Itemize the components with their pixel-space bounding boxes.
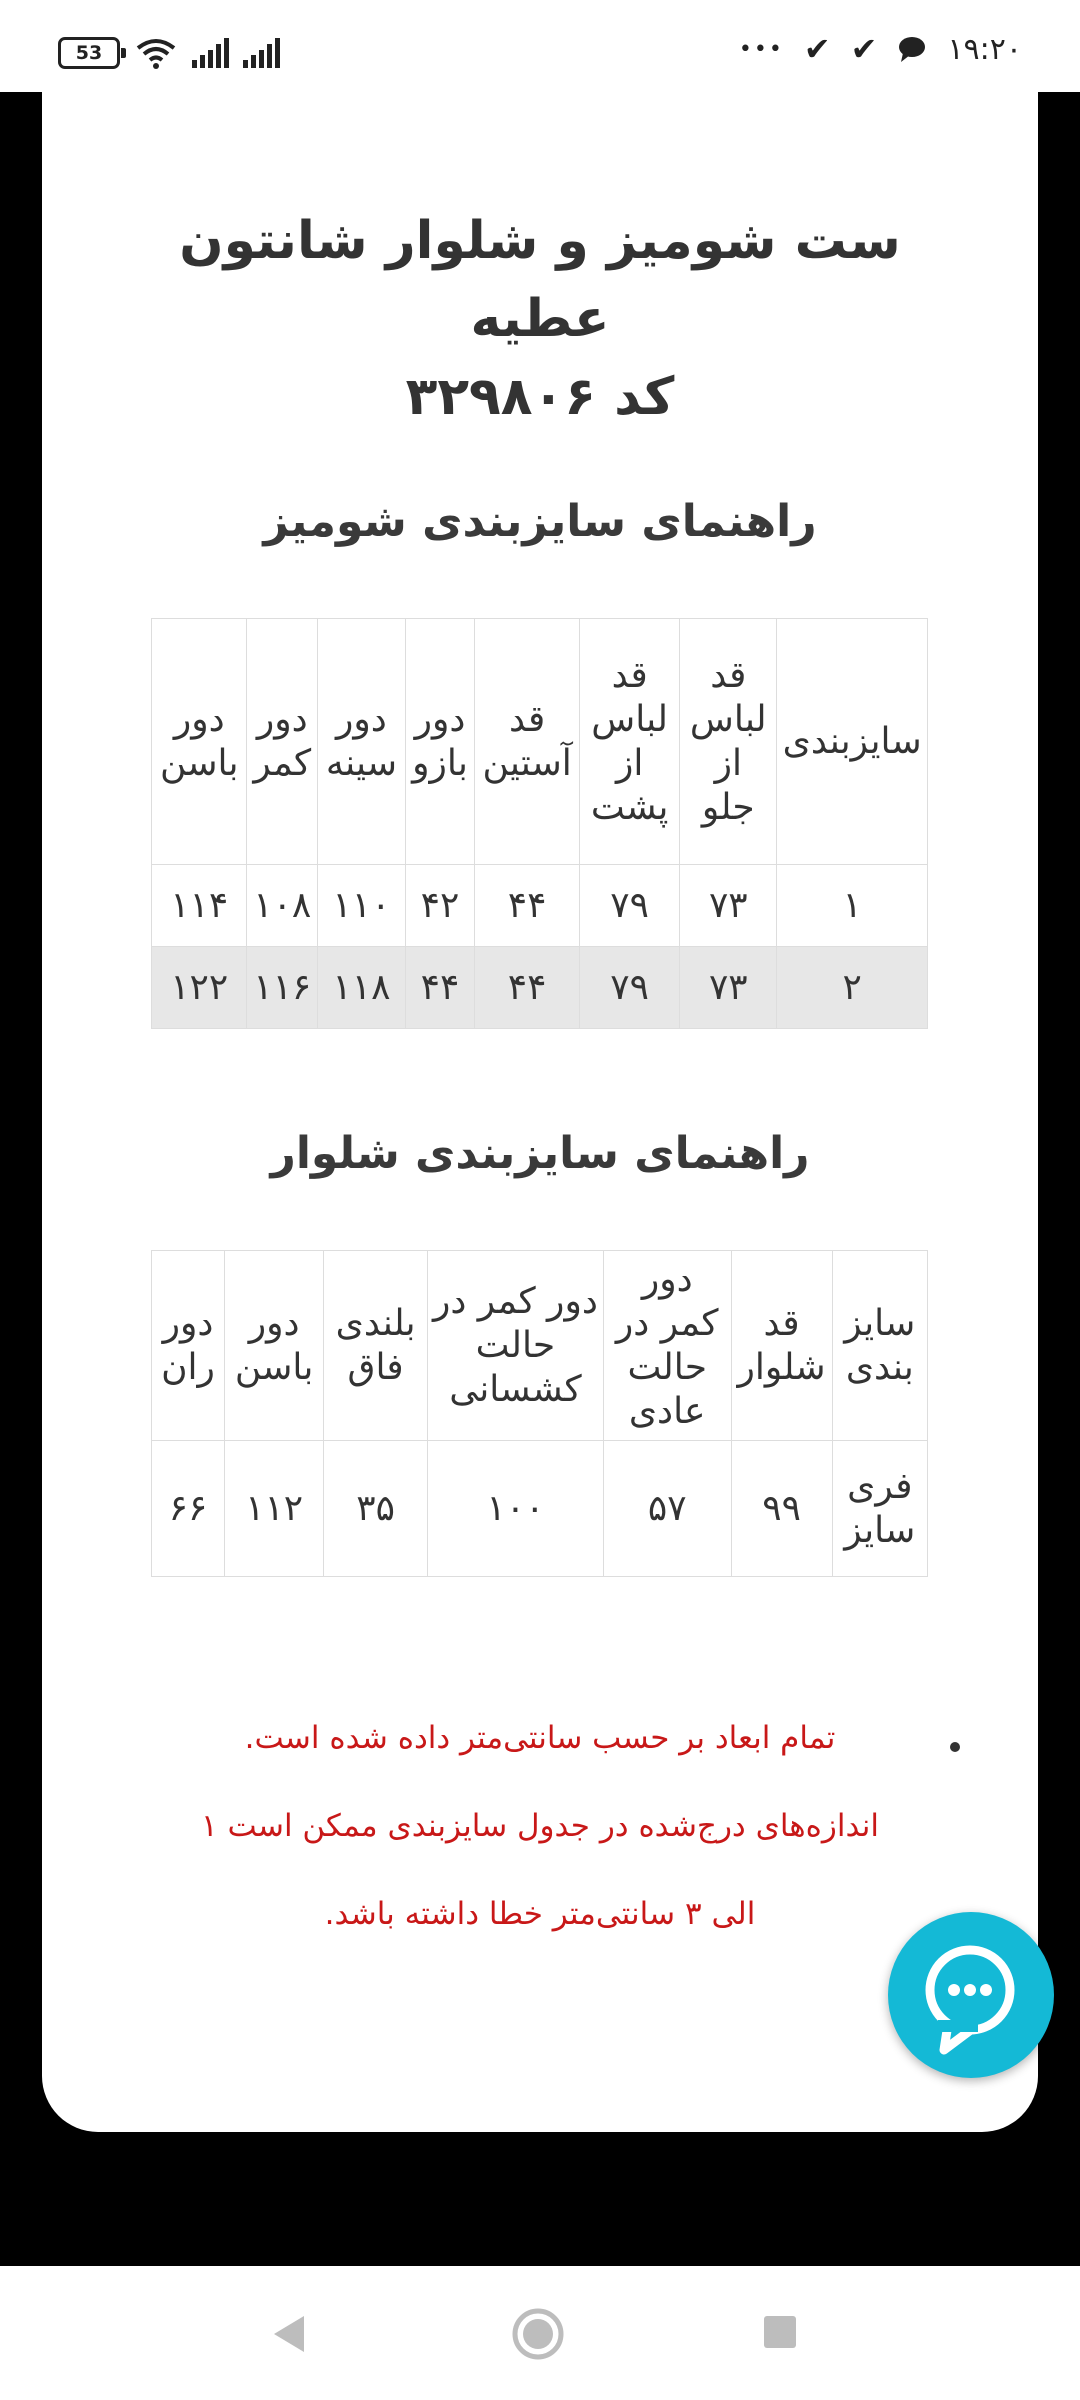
table-header: دور ران [152, 1251, 225, 1441]
table-header: دور کمر در حالت کشسانی [427, 1251, 603, 1441]
table-header: بلندی فاق [324, 1251, 428, 1441]
table-cell: ۱ [777, 865, 928, 947]
table-header: دور باسن [225, 1251, 324, 1441]
table-row [152, 1441, 928, 1577]
size-notes [142, 1720, 938, 2020]
bullet-icon [950, 1742, 960, 1752]
table-cell: ۴۴ [475, 947, 580, 1029]
status-right [739, 30, 1022, 68]
table-cell: ۱۰۰ [427, 1441, 603, 1577]
navigation-bar [0, 2266, 1080, 2400]
table-header: دور باسن [152, 619, 247, 865]
table-cell: ۶۶ [152, 1441, 225, 1577]
status-left [58, 36, 280, 70]
table-header: دور بازو [405, 619, 474, 865]
table-header: سایز بندی [832, 1251, 927, 1441]
clock: ۱۹:۲۰ [947, 31, 1022, 67]
table-cell: ۱۱۴ [152, 865, 247, 947]
table-cell: فری سایز [832, 1441, 927, 1577]
note-line: الی ۳ سانتی‌متر خطا داشته باشد. [324, 1896, 756, 1932]
home-icon[interactable] [510, 2306, 566, 2362]
shirt-guide-heading: راهنمای سایزبندی شومیز [263, 496, 817, 547]
note-line: اندازه‌های درج‌شده در جدول سایزبندی ممکن است ۱ [201, 1808, 879, 1844]
table-cell: ۳۵ [324, 1441, 428, 1577]
table-cell: ۱۰۸ [247, 865, 318, 947]
table-cell: ۱۱۶ [247, 947, 318, 1029]
table-cell: ۴۲ [405, 865, 474, 947]
table-header: دور کمر در حالت عادی [603, 1251, 731, 1441]
check-icon: ✔ [850, 30, 878, 68]
table-cell: ۱۱۲ [225, 1441, 324, 1577]
more-dots: ••• [738, 36, 784, 62]
pants-size-table [151, 1250, 928, 1577]
wifi-icon [134, 36, 178, 70]
back-icon[interactable] [268, 2312, 308, 2356]
content-card [42, 92, 1038, 2132]
table-cell: ۵۷ [603, 1441, 731, 1577]
recents-icon[interactable] [762, 2314, 798, 2350]
table-row [152, 947, 928, 1029]
status-bar [0, 0, 1080, 92]
table-header: قد آستین [475, 619, 580, 865]
table-cell: ۴۴ [405, 947, 474, 1029]
title-line-2: کد ۳۲۹۸۰۶ [405, 367, 675, 427]
pants-guide-heading: راهنمای سایزبندی شلوار [270, 1128, 810, 1179]
chat-icon [888, 1912, 1054, 2078]
shirt-size-table [151, 618, 928, 1029]
note-line: تمام ابعاد بر حسب سانتی‌متر داده شده است. [244, 1720, 836, 1756]
table-cell: ۱۱۰ [318, 865, 406, 947]
battery-icon: 53 [58, 37, 120, 69]
table-cell: ۷۹ [580, 947, 680, 1029]
table-header: دور سینه [318, 619, 406, 865]
table-cell: ۹۹ [731, 1441, 832, 1577]
table-header: قد لباس از جلو [680, 619, 777, 865]
chat-bubble-icon [897, 35, 927, 63]
table-cell: ۷۳ [680, 947, 777, 1029]
table-header: دور کمر [247, 619, 318, 865]
table-cell: ۱۲۲ [152, 947, 247, 1029]
check-icon: ✔ [803, 30, 831, 68]
table-cell: ۷۹ [580, 865, 680, 947]
table-header-row [152, 619, 928, 865]
table-cell: ۴۴ [475, 865, 580, 947]
table-header: قد لباس از پشت [580, 619, 680, 865]
signal-icon [192, 38, 229, 68]
page-title [142, 202, 938, 436]
title-line-1: ست شومیز و شلوار شانتون عطیه [179, 211, 901, 349]
table-cell: ۷۳ [680, 865, 777, 947]
chat-fab-button[interactable] [888, 1912, 1054, 2078]
table-row [152, 865, 928, 947]
signal-icon [243, 38, 280, 68]
table-header: سایزبندی [777, 619, 928, 865]
table-header-row [152, 1251, 928, 1441]
table-cell: ۱۱۸ [318, 947, 406, 1029]
table-cell: ۲ [777, 947, 928, 1029]
table-header: قد شلوار [731, 1251, 832, 1441]
